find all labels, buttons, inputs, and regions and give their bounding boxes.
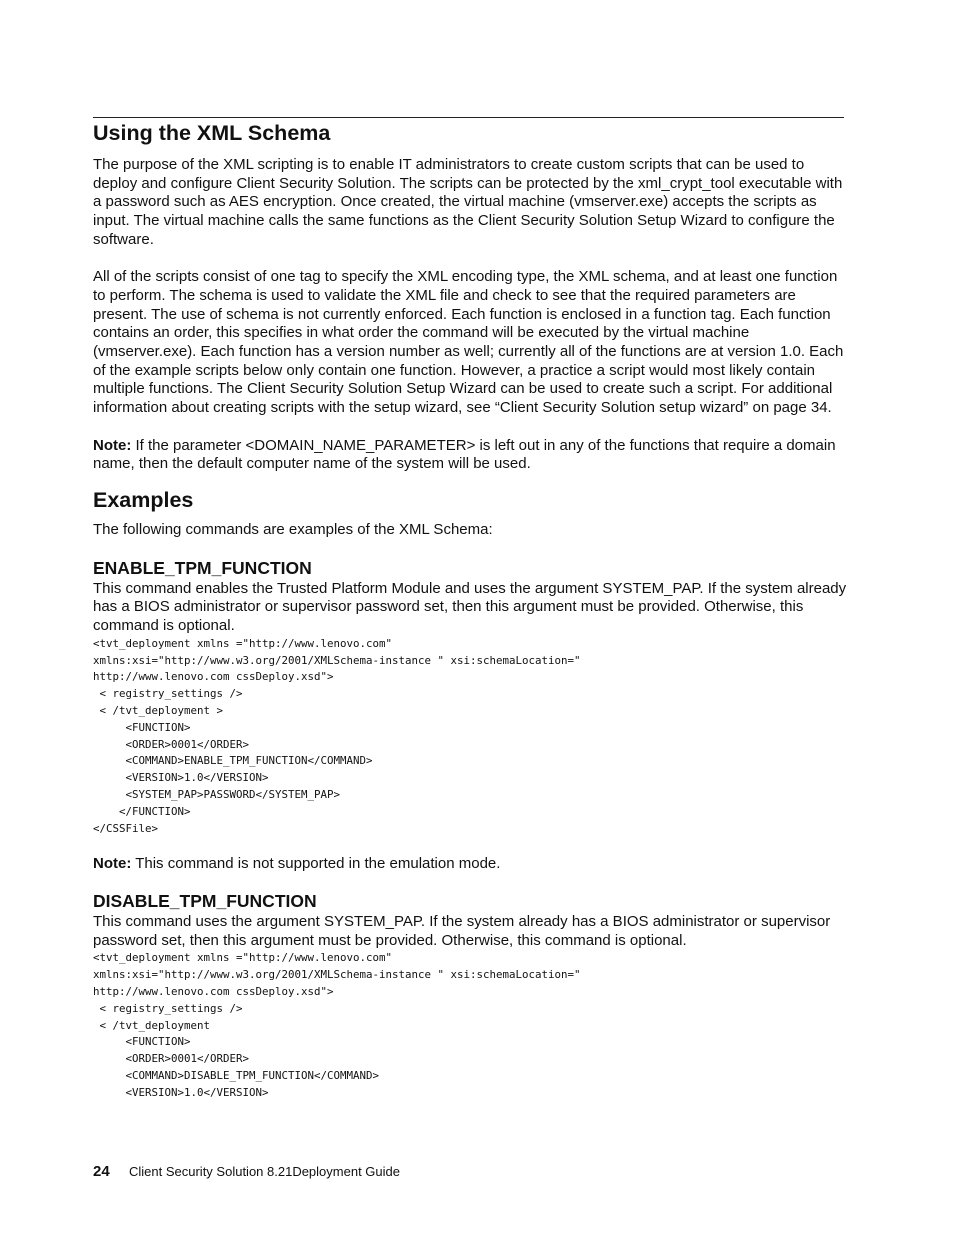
note-domain-name — [93, 437, 848, 474]
heading-enable-tpm-function: ENABLE_TPM_FUNCTION — [93, 557, 312, 578]
page-number: 24 — [93, 1163, 110, 1180]
note-label: Note: — [93, 855, 132, 873]
heading-disable-tpm-function: DISABLE_TPM_FUNCTION — [93, 891, 317, 911]
header-rule — [93, 117, 844, 118]
disable-tpm-description: This command uses the argument SYSTEM_PAP. If the system already has a BIOS administrator or supervisor password set, then this argument must be provided. Otherwise, this command is optional. — [93, 913, 831, 949]
examples-intro: The following commands are examples of the XML Schema: — [93, 520, 493, 538]
note-text: If the parameter <DOMAIN_NAME_PARAMETER> is left out in any of the functions that require a domain name, then the default computer name of the system will be used. — [93, 436, 836, 473]
page-content — [93, 119, 848, 1102]
note-label: Note: — [93, 436, 132, 454]
note-text: This command is not supported in the emulation mode. — [131, 855, 501, 873]
section-heading-xml-schema: Using the XML Schema — [93, 121, 331, 145]
enable-tpm-code: <tvt_deployment xmlns ="http://www.lenovo.com" xmlns:xsi="http://www.w3.org/2001/XMLSchema-instance " xsi:schemaLocation=" http://www.lenovo.com cssDeploy.xsd"> < registry_settings /> < /tvt_deployment > <FUNCTION> <ORDER>0001</ORDER> <COMMAND>ENABLE_TPM_FUNCTION</COMMAND> <VERSION>1.0</VERSION> <SYSTEM_PAP>PASSWORD</SYSTEM_PAP> </FUNCTION> </CSSFile> — [93, 636, 581, 835]
paragraph-scripts: All of the scripts consist of one tag to specify the XML encoding type, the XML schema, and at least one function to perform. The schema is used to validate the XML file and check to see that the required parameters are present. The use of schema is not currently enforced. Each function is enclosed in a function tag. Each function contains an order, this specifies in what order the command will be executed by the virtual machine (vmserver.exe). Each function has a version number as well; currently all of the functions are at version 1.0. Each of the example scripts below only contain one function. However, a practice a script would most likely contain multiple functions. The Client Security Solution Setup Wizard can be used to create such a script. For additional information about creating scripts with the setup wizard, see “Client Security Solution setup wizard” on page 34. — [93, 268, 844, 417]
enable-tpm-description: This command enables the Trusted Platform Module and uses the argument SYSTEM_PAP. If the system already has a BIOS administrator or supervisor password set, then this argument must be provided. Otherwise, this command is optional. — [93, 579, 847, 635]
note-emulation — [93, 855, 848, 874]
footer-title: Client Security Solution 8.21Deployment Guide — [129, 1164, 400, 1179]
disable-tpm-code: <tvt_deployment xmlns ="http://www.lenovo.com" xmlns:xsi="http://www.w3.org/2001/XMLSchema-instance " xsi:schemaLocation=" http://www.lenovo.com cssDeploy.xsd"> < registry_settings /> < /tvt_deployment <FUNCTION> <ORDER>0001</ORDER> <COMMAND>DISABLE_TPM_FUNCTION</COMMAND> <VERSION>1.0</VERSION> — [93, 951, 581, 1099]
paragraph-purpose: The purpose of the XML scripting is to enable IT administrators to create custom scripts that can be used to deploy and configure Client Security Solution. The scripts can be protected by the xml_crypt_tool executable with a password such as AES encryption. Once created, the virtual machine (vmserver.exe) accepts the scripts as input. The virtual machine calls the same functions as the Client Security Solution Setup Wizard to configure the software. — [93, 156, 843, 248]
page-footer — [93, 1163, 400, 1181]
section-heading-examples: Examples — [93, 487, 194, 512]
